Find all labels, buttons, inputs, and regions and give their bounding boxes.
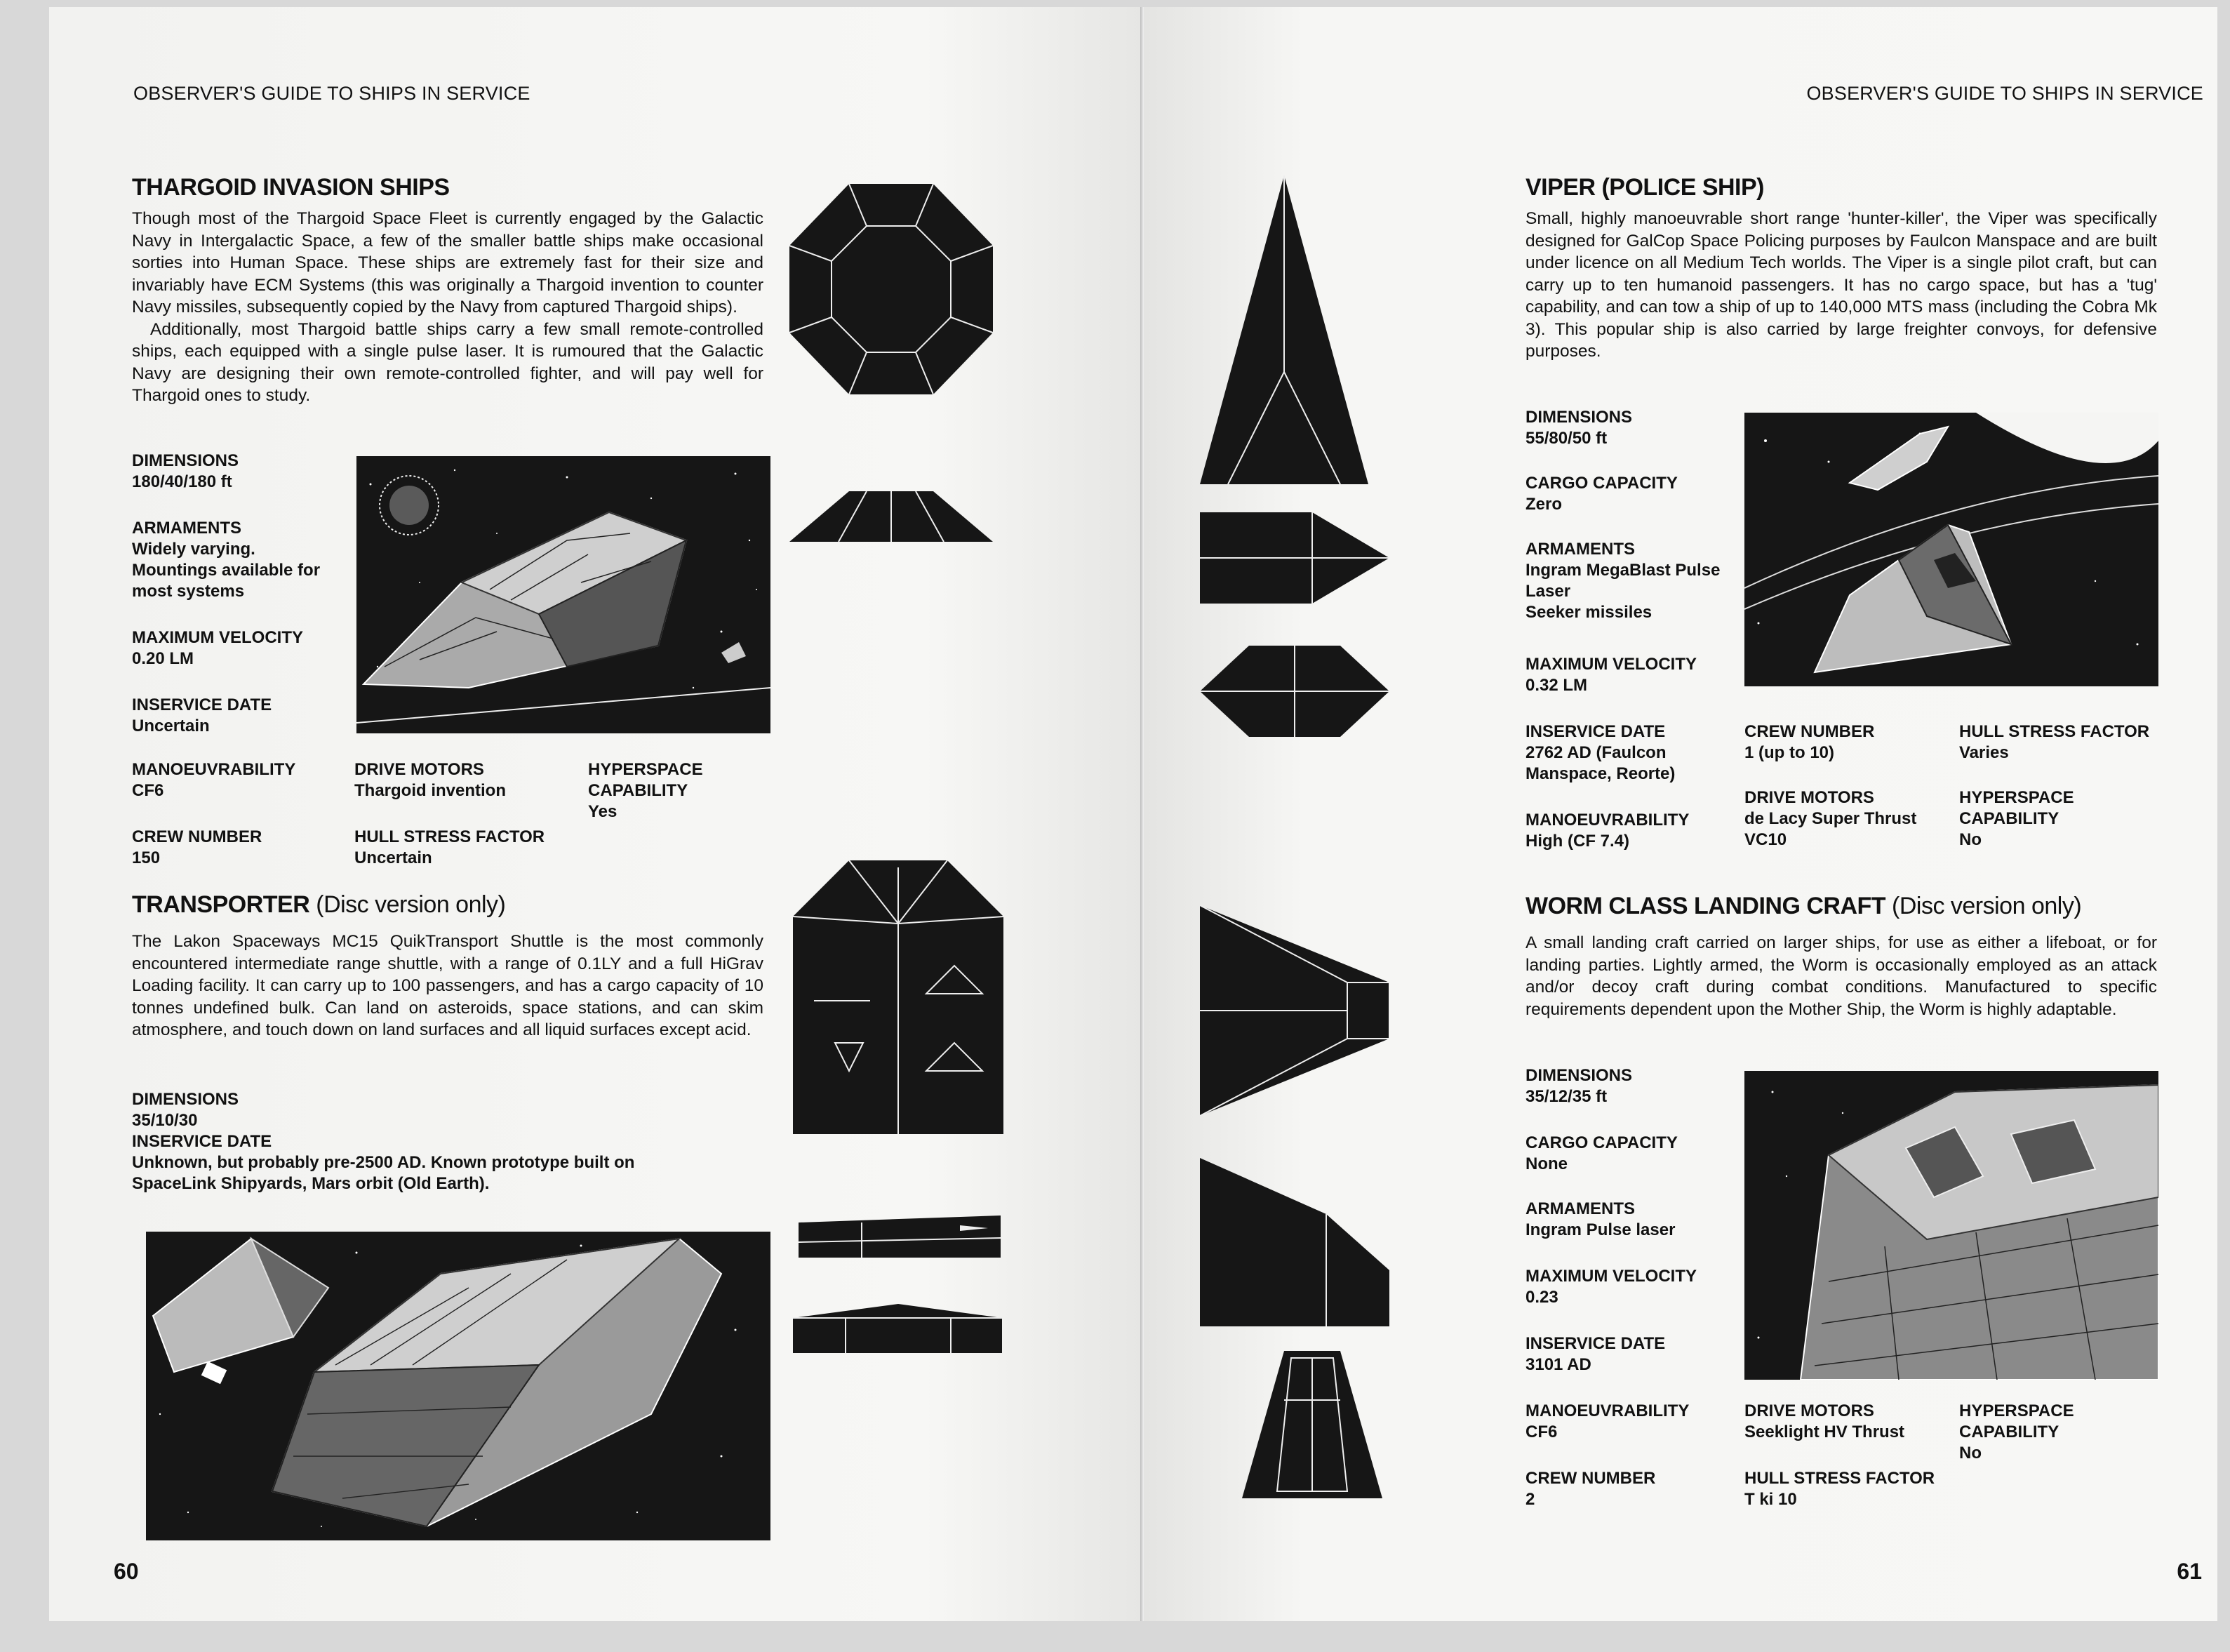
viper-armaments — [1525, 539, 1750, 623]
worm-hull-stress — [1744, 1468, 1969, 1510]
thargoid-velocity — [132, 627, 356, 670]
spec-label: CREW NUMBER — [1744, 722, 1875, 741]
thargoid-title: THARGOID INVASION SHIPS — [132, 174, 450, 201]
running-head: OBSERVER'S GUIDE TO SHIPS IN SERVICE — [133, 83, 530, 104]
spec-label: DIMENSIONS — [132, 1090, 239, 1109]
spec-value: 0.32 LM — [1525, 676, 1588, 695]
spec-value: Uncertain — [354, 848, 432, 867]
spec-label: HYPERSPACE CAPABILITY — [588, 760, 703, 800]
thargoid-drive-motors — [354, 759, 579, 801]
spec-label: ARMAMENTS — [1525, 1199, 1635, 1218]
spec-value: Seeklight HV Thrust — [1744, 1423, 1905, 1441]
thargoid-hyperspace — [588, 759, 770, 822]
spec-value: 150 — [132, 848, 161, 867]
spec-value: 2 — [1525, 1490, 1535, 1509]
thargoid-para-2: Additionally, most Thargoid battle ships carry a few small remote-controlled ships, each equipped with a single pulse laser. It is rumoured that the Galactic Navy are designing their own remote-controlled fighter, and will pay well for Thargoid ones to study. — [132, 319, 763, 405]
spec-value: 55/80/50 ft — [1525, 429, 1608, 448]
worm-cargo — [1525, 1133, 1750, 1175]
page-number: 60 — [114, 1559, 139, 1584]
worm-title-main: WORM CLASS LANDING CRAFT — [1525, 893, 1886, 919]
running-head: OBSERVER'S GUIDE TO SHIPS IN SERVICE — [1806, 83, 2203, 104]
viper-illustration — [1744, 413, 2158, 686]
viper-crew — [1744, 721, 1955, 764]
transporter-description — [132, 931, 763, 1041]
spec-label: DIMENSIONS — [1525, 408, 1633, 427]
spec-label: HYPERSPACE CAPABILITY — [1959, 1401, 2074, 1441]
worm-velocity — [1525, 1266, 1750, 1308]
thargoid-dimensions — [132, 451, 356, 493]
spec-value: Ingram Pulse laser — [1525, 1220, 1676, 1239]
spec-label: MANOEUVRABILITY — [1525, 811, 1690, 830]
spec-value: 0.20 LM — [132, 649, 194, 668]
worm-manoeuvrability — [1525, 1401, 1743, 1443]
spec-label: INSERVICE DATE — [1525, 1334, 1666, 1353]
viper-side-view — [1200, 512, 1389, 604]
worm-armaments — [1525, 1199, 1750, 1241]
spec-value: 0.23 — [1525, 1288, 1558, 1307]
thargoid-crew — [132, 827, 356, 869]
thargoid-armaments — [132, 518, 356, 602]
spec-value: None — [1525, 1154, 1568, 1173]
spec-value: High (CF 7.4) — [1525, 832, 1629, 851]
viper-description — [1525, 208, 2157, 363]
spec-label: DRIVE MOTORS — [354, 760, 484, 779]
transporter-front-view — [793, 1304, 1002, 1353]
spec-label: DIMENSIONS — [1525, 1066, 1633, 1085]
spec-value: Widely varying. Mountings available for most systems — [132, 540, 321, 601]
spec-value: Yes — [588, 802, 617, 821]
spec-label: INSERVICE DATE — [1525, 722, 1666, 741]
thargoid-top-view — [789, 184, 993, 394]
worm-para-1: A small landing craft carried on larger ships, for use as either a lifeboat, or for landing parties. Lightly armed, the Worm is occasionally employed as an attack and/or decoy craft during combat conditions. Manufactured to specific requirements dependent upon the Mother Ship, the Worm is highly adaptable. — [1525, 933, 2157, 1019]
spec-label: ARMAMENTS — [1525, 540, 1635, 559]
viper-hull-stress — [1959, 721, 2184, 764]
viper-drive-motors — [1744, 787, 1955, 851]
transporter-specs — [132, 1089, 714, 1194]
thargoid-description — [132, 208, 763, 407]
spec-label: MANOEUVRABILITY — [132, 760, 296, 779]
worm-top-view — [1200, 905, 1389, 1116]
spec-label: CARGO CAPACITY — [1525, 1133, 1678, 1152]
worm-illustration — [1744, 1071, 2158, 1380]
worm-inservice — [1525, 1333, 1750, 1375]
spec-label: HYPERSPACE CAPABILITY — [1959, 788, 2074, 828]
viper-velocity — [1525, 654, 1750, 696]
spec-label: HULL STRESS FACTOR — [1744, 1469, 1935, 1488]
spec-label: MANOEUVRABILITY — [1525, 1401, 1690, 1420]
left-page — [49, 7, 1144, 1621]
transporter-title-main: TRANSPORTER — [132, 891, 310, 918]
spec-value: CF6 — [1525, 1423, 1558, 1441]
thargoid-para-1: Though most of the Thargoid Space Fleet is currently engaged by the Galactic Navy in Intergalactic Space, a few of the smaller battle ships make occasional sorties into Human Space. These ships are extremely fast for their size and invariably have ECM Systems (this was originally a Thargoid invention to counter Navy missiles, subsequently copied by the Navy from captured Thargoid ships). — [132, 209, 763, 317]
spec-label: CREW NUMBER — [1525, 1469, 1656, 1488]
spec-value: No — [1959, 830, 1982, 849]
spec-value: Uncertain — [132, 717, 210, 735]
worm-dimensions — [1525, 1065, 1750, 1107]
spec-label: MAXIMUM VELOCITY — [1525, 655, 1697, 674]
viper-inservice — [1525, 721, 1743, 785]
viper-top-view — [1200, 175, 1368, 484]
worm-drive-motors — [1744, 1401, 1955, 1443]
spec-value: CF6 — [132, 781, 164, 800]
transporter-illustration — [146, 1232, 770, 1540]
transporter-side-view — [799, 1215, 1001, 1258]
thargoid-manoeuvrability — [132, 759, 356, 801]
spec-value: Varies — [1959, 743, 2009, 762]
spec-label: CARGO CAPACITY — [1525, 474, 1678, 493]
worm-front-view — [1242, 1351, 1382, 1498]
transporter-title-sub: (Disc version only) — [316, 891, 506, 918]
spec-value: T ki 10 — [1744, 1490, 1797, 1509]
right-page — [1144, 7, 2217, 1621]
spec-label: MAXIMUM VELOCITY — [132, 628, 303, 647]
thargoid-illustration — [356, 456, 770, 733]
viper-para-1: Small, highly manoeuvrable short range 'hunter-killer', the Viper was specifically designed for GalCop Space Policing purposes by Faulcon Manspace and are built under licence on all Medium Tech worlds. The Viper is a single pilot craft, but can carry up to ten humanoid passengers. It has no cargo space, but has a 'tug' capability, and can tow a ship of up to 140,000 MTS mass (including the Cobra Mk 3). This popular ship is also carried by large freighter convoys, for defensive purposes. — [1525, 209, 2157, 361]
transporter-top-view — [793, 860, 1003, 1134]
spec-label: ARMAMENTS — [132, 519, 241, 538]
spec-label: HULL STRESS FACTOR — [354, 827, 545, 846]
thargoid-hull-stress — [354, 827, 593, 869]
spec-value: No — [1959, 1444, 1982, 1463]
spec-label: INSERVICE DATE — [132, 1132, 272, 1151]
spec-value: Unknown, but probably pre-2500 AD. Known prototype built on SpaceLink Shipyards, Mars orbit (Old Earth). — [132, 1153, 635, 1193]
spec-value: Thargoid invention — [354, 781, 506, 800]
thargoid-inservice — [132, 695, 356, 737]
worm-title — [1525, 893, 2081, 920]
spec-label: HULL STRESS FACTOR — [1959, 722, 2150, 741]
spec-label: DRIVE MOTORS — [1744, 1401, 1874, 1420]
spec-label: CREW NUMBER — [132, 827, 262, 846]
page-number: 61 — [2177, 1559, 2202, 1584]
spec-value: Ingram MegaBlast Pulse Laser Seeker missiles — [1525, 561, 1721, 622]
viper-dimensions — [1525, 407, 1750, 449]
thargoid-side-view — [789, 491, 993, 542]
worm-crew — [1525, 1468, 1743, 1510]
transporter-title — [132, 891, 505, 919]
viper-cargo — [1525, 473, 1750, 515]
viper-title: VIPER (POLICE SHIP) — [1525, 174, 1764, 201]
spec-value: 2762 AD (Faulcon Manspace, Reorte) — [1525, 743, 1676, 783]
transporter-para-1: The Lakon Spaceways MC15 QuikTransport Shuttle is the most commonly encountered intermediate range shuttle, with a range of 0.1LY and a full HiGrav Loading facility. It can carry up to 100 passengers, and has a cargo capacity of 10 tonnes undefined bulk. Can land on asteroids, space stations, and can skim atmosphere, and touch down on land surfaces and all liquid surfaces except acid. — [132, 932, 763, 1039]
spec-value: de Lacy Super Thrust VC10 — [1744, 809, 1917, 849]
spec-label: MAXIMUM VELOCITY — [1525, 1267, 1697, 1286]
spec-label: DRIVE MOTORS — [1744, 788, 1874, 807]
viper-hyperspace — [1959, 787, 2170, 851]
spec-value: 35/10/30 — [132, 1111, 198, 1130]
viper-front-view — [1200, 646, 1389, 737]
spec-label: INSERVICE DATE — [132, 695, 272, 714]
spec-label: DIMENSIONS — [132, 451, 239, 470]
spec-value: 1 (up to 10) — [1744, 743, 1835, 762]
spec-value: Zero — [1525, 495, 1563, 514]
worm-description — [1525, 932, 2157, 1020]
worm-hyperspace — [1959, 1401, 2170, 1464]
worm-side-view — [1200, 1158, 1389, 1326]
spec-value: 3101 AD — [1525, 1355, 1591, 1374]
spec-value: 35/12/35 ft — [1525, 1087, 1608, 1106]
viper-manoeuvrability — [1525, 810, 1743, 852]
worm-title-sub: (Disc version only) — [1892, 893, 2082, 919]
spec-value: 180/40/180 ft — [132, 472, 232, 491]
